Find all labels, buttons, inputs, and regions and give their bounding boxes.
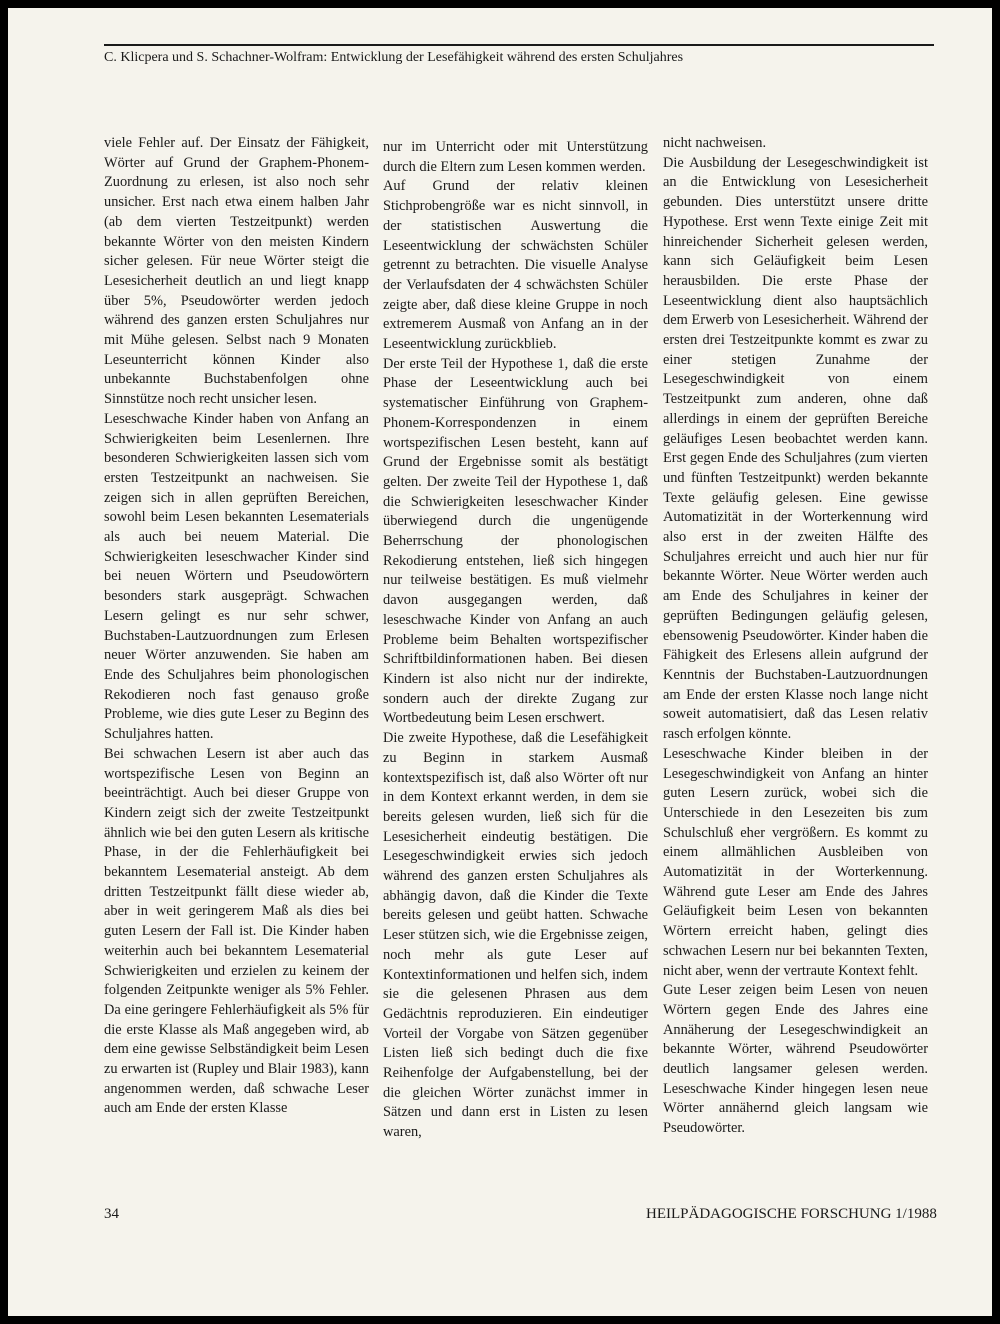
running-head: C. Klicpera und S. Schachner-Wolfram: Entwicklung der Lesefähigkeit während des ersten Schuljahres: [104, 50, 684, 65]
paragraph: Bei schwachen Lesern ist aber auch das wortspezifische Lesen von Beginn an beeinträchtigt. Auch bei dieser Gruppe von Kindern zeigt sich der zweite Testzeitpunkt ähnlich wie bei den guten Lesern als kritische Phase, in der die Fehlerhäufigkeit bei bekanntem Lesematerial ansteigt. Ab dem dritten Testzeitpunkt fällt diese wieder ab, aber in weit geringerem Maß als dies bei guten Lesern der Fall ist. Die Kinder haben weiterhin auch bei bekanntem Lesematerial Schwierigkeiten und erzielen zu keinem der folgenden Zeitpunkte weniger als 5% Fehler. Da eine geringere Fehlerhäufigkeit als 5% für die erste Klasse als Maß angegeben wird, ab dem eine gewisse Selbständigkeit beim Lesen zu erwarten ist (Rupley und Blair 1983), kann angenommen werden, daß schwache Leser auch am Ende der ersten Klasse: [104, 745, 369, 1117]
text-column-2: [383, 138, 648, 1143]
paragraph: Die zweite Hypothese, daß die Lesefähigkeit zu Beginn in starkem Ausmaß kontextspezifisch ist, daß also Wörter oft nur in dem Kontext erkannt werden, in dem sie bereits gelesen wurden, ließ sich für die Lesesicherheit eindeutig bestätigen. Die Lesegeschwindigkeit erwies sich jedoch während des ganzen ersten Schuljahres als abhängig davon, daß die Kinder die Texte bereits gelesen und geübt hatten. Schwache Leser stützen sich, wie die Ergebnisse zeigen, noch mehr als gute Leser auf Kontextinformationen und helfen sich, indem sie die gelesenen Phrasen aus dem Gedächtnis reproduzieren. Ein eindeutiger Vorteil der Vorgabe von Sätzen gegenüber Listen ließ sich bedingt duch die fixe Reihenfolge der Aufgabenstellung, bei der die gleichen Wörter zunächst immer in Sätzen und dann erst in Listen zu lesen waren,: [383, 730, 648, 1141]
paragraph: Gute Leser zeigen beim Lesen von neuen Wörtern gegen Ende des Jahres eine Annäherung der Lesegeschwindigkeit an bekannte Wörter, während Pseudowörter deutlich langsamer gelesen werden. Leseschwache Kinder hingegen lesen neue Wörter annähernd gleich langsam wie Pseudowörter.: [663, 982, 928, 1137]
paragraph: Auf Grund der relativ kleinen Stichprobengröße war es nicht sinnvoll, in der statistischen Auswertung die Leseentwicklung der schwächsten Schüler getrennt zu betrachten. Die visuelle Analyse der Verlaufsdaten der 4 schwächsten Schüler zeigte aber, daß diese kleine Gruppe in noch extremerem Ausmaß von Anfang an in der Leseentwicklung zurückblieb.: [383, 178, 648, 353]
header-rule: [104, 44, 934, 46]
paragraph: viele Fehler auf. Der Einsatz der Fähigkeit, Wörter auf Grund der Graphem-Phonem-Zuordnung zu erlesen, ist also noch sehr unsicher. Erst nach etwa einem halben Jahr (ab dem vierten Testzeitpunkt) werden bekannte Wörter von den meisten Kindern sicher gelesen. Für neue Wörter steigt die Lesesicherheit deutlich an und liegt knapp über 5%, Pseudowörter werden jedoch während des ganzen ersten Schuljahres nur mit Mühe gelesen. Selbst nach 9 Monaten Leseunterricht können Kinder also unbekannte Buchstabenfolgen ohne Sinnstütze noch recht unsicher lesen.: [104, 135, 369, 408]
journal-page: [8, 8, 992, 1316]
journal-footer: HEILPÄDAGOGISCHE FORSCHUNG 1/1988: [646, 1206, 937, 1222]
paragraph: Der erste Teil der Hypothese 1, daß die erste Phase der Leseentwicklung auch bei systematischer Einführung von Graphem-Phonem-Korrespondenzen in einem wortspezifischen Lesen besteht, kann auf Grund der Ergebnisse somit als bestätigt gelten. Der zweite Teil der Hypothese 1, daß die Schwierigkeiten leseschwacher Kinder überwiegend durch die ungenügende Beherrschung der phonologischen Rekodierung entstehen, ließ sich hingegen nur teilweise bestätigen. Es muß vielmehr davon ausgegangen werden, daß leseschwache Kinder von Anfang an auch Probleme beim Behalten wortspezifischer Schriftbildinformationen haben. Bei diesen Kindern ist also nicht nur der indirekte, sondern auch der direkte Zugang zur Wortbedeutung beim Lesen erschwert.: [383, 355, 648, 727]
paragraph: nicht nachweisen.: [663, 135, 767, 151]
text-column-3: [663, 134, 928, 1139]
page-number: 34: [104, 1206, 119, 1222]
paragraph: nur im Unterricht oder mit Unterstützung durch die Eltern zum Lesen kommen werden.: [383, 139, 648, 175]
paragraph: Leseschwache Kinder haben von Anfang an Schwierigkeiten beim Lesenlernen. Ihre besonderen Schwierigkeiten lassen sich vom ersten Testzeitpunkt an nachweisen. Sie zeigen sich in allen geprüften Bereichen, sowohl beim Lesen bekannten Lesematerials als auch bei neuem Material. Die Schwierigkeiten leseschwacher Kinder sind bei neuen Wörtern und Pseudowörtern besonders stark ausgeprägt. Schwachen Lesern gelingt es nur sehr schwer, Buchstaben-Lautzuordnungen zum Erlesen neuer Wörter anzuwenden. Sie haben am Ende des Schuljahres beim phonologischen Rekodieren noch fast genauso große Probleme, wie dies gute Leser zu Beginn des Schuljahres hatten.: [104, 410, 369, 743]
text-column-1: [104, 134, 369, 1119]
paragraph: Leseschwache Kinder bleiben in der Lesegeschwindigkeit von Anfang an hinter guten Lesern zurück, wobei sich die Unterschiede in den Lesezeiten bis zum Schulschluß eher vergrößern. Es kommt zu einem allmählichen Ausbleiben von Automatizität in der Worterkennung. Während gute Leser am Ende des Jahres Geläufigkeit beim Lesen von bekannten Wörtern erreicht haben, gelingt dies schwachen Lesern nur bei bekannten Texten, nicht aber, wenn der vertraute Kontext fehlt.: [663, 745, 928, 979]
paragraph: Die Ausbildung der Lesegeschwindigkeit ist an die Entwicklung von Lesesicherheit gebunden. Dies unterstützt unsere dritte Hypothese. Erst wenn Texte einige Zeit mit hinreichender Sicherheit gelesen werden, kann sich Geläufigkeit beim Lesen herausbilden. Die erste Phase der Leseentwicklung dient also hauptsächlich dem Erwerb von Lesesicherheit. Während der ersten drei Testzeitpunkte kommt es zwar zu einer stetigen Zunahme der Lesegeschwindigkeit von einem Testzeitpunkt zum anderen, ohne daß allerdings in einem der geprüften Bereiche geläufiges Lesen beobachtet werden kann. Erst gegen Ende des Schuljahres (zum vierten und fünften Testzeitpunkt) werden bekannte Texte geläufig gelesen. Eine gewisse Automatizität in der Worterkennung wird also erst in der zweiten Hälfte des Schuljahres erreicht und auch hier nur für bekannte Wörter. Neue Wörter werden auch am Ende des Schuljahres in keiner der geprüften Bedingungen geläufig gelesen, ebensowenig Pseudowörter. Kinder haben die Fähigkeit des Erlesens allein aufgrund der Kenntnis der Buchstaben-Lautzuordnungen am Ende der ersten Klasse noch lange nicht soweit automatisiert, daß das Lesen relativ rasch erfolgen könnte.: [663, 154, 928, 743]
